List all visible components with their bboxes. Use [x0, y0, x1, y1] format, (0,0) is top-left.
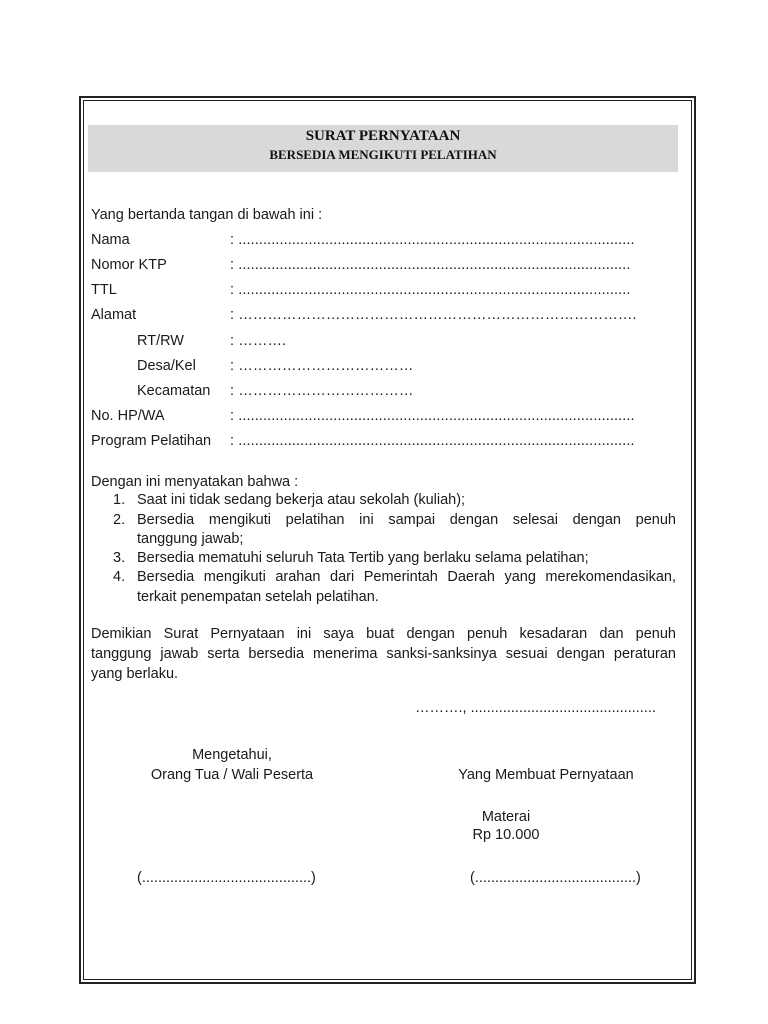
statement-item-4-line2: terkait penempatan setelah pelatihan. — [137, 589, 379, 605]
signature-right-blank: (........................................) — [470, 870, 641, 886]
field-label-no-hp-wa: No. HP/WA — [91, 408, 165, 424]
signature-right-role: Yang Membuat Pernyataan — [458, 767, 634, 783]
signature-left-role: Orang Tua / Wali Peserta — [150, 767, 314, 783]
place-date-line: ………., .............................................. — [415, 700, 656, 716]
title-box — [88, 125, 678, 172]
materai-value: Rp 10.000 — [472, 827, 540, 843]
statement-item-3: Bersedia mematuhi seluruh Tata Tertib yang berlaku selama pelatihan; — [137, 550, 589, 566]
field-dots-alamat: : ………………………………………………………………………. — [230, 307, 637, 323]
closing-line-3: yang berlaku. — [91, 666, 179, 682]
document-subtitle: BERSEDIA MENGIKUTI PELATIHAN — [269, 147, 497, 162]
field-dots-ttl: : ............................................................................................... — [230, 282, 631, 298]
signature-left-blank: (..........................................) — [137, 870, 316, 886]
document-title: SURAT PERNYATAAN — [305, 128, 461, 144]
field-dots-nomor-ktp: : ............................................................................................... — [230, 257, 631, 273]
field-label-kecamatan: Kecamatan — [137, 383, 211, 399]
statement-item-2-line1: Bersedia mengikuti pelatihan ini sampai dengan selesai dengan penuh — [137, 512, 676, 528]
closing-line-2: tanggung jawab serta bersedia menerima sanksi-sanksinya sesuai dengan peraturan — [91, 646, 676, 662]
closing-line-1: Demikian Surat Pernyataan ini saya buat dengan penuh kesadaran dan penuh — [91, 626, 676, 642]
field-dots-rt-rw: : ………. — [230, 333, 287, 349]
statement-number: 4. — [113, 569, 126, 585]
field-label-nomor-ktp: Nomor KTP — [91, 257, 167, 273]
statement-number: 3. — [113, 550, 126, 566]
field-dots-kecamatan: : ……………………………… — [230, 383, 414, 399]
field-dots-no-hp-wa: : ................................................................................................ — [230, 408, 635, 424]
statement-item-2-line2: tanggung jawab; — [137, 531, 244, 547]
field-dots-program-pelatihan: : ................................................................................................ — [230, 433, 635, 449]
statement-intro: Dengan ini menyatakan bahwa : — [91, 474, 299, 490]
field-label-alamat: Alamat — [91, 307, 137, 323]
field-label-desa-kel: Desa/Kel — [137, 358, 196, 374]
signature-left-label: Mengetahui, — [192, 747, 272, 763]
field-label-nama: Nama — [91, 232, 130, 248]
field-label-rt-rw: RT/RW — [137, 333, 184, 349]
field-dots-desa-kel: : ……………………………… — [230, 358, 414, 374]
materai-label: Materai — [481, 809, 531, 825]
intro-text: Yang bertanda tangan di bawah ini : — [91, 207, 323, 223]
statement-number: 2. — [113, 512, 126, 528]
statement-number: 1. — [113, 492, 126, 508]
statement-item-1: Saat ini tidak sedang bekerja atau sekolah (kuliah); — [137, 492, 466, 508]
field-dots-nama: : ................................................................................................ — [230, 232, 635, 248]
statement-item-4-line1: Bersedia mengikuti arahan dari Pemerintah Daerah yang merekomendasikan, — [137, 569, 676, 585]
field-label-ttl: TTL — [91, 282, 117, 298]
field-label-program-pelatihan: Program Pelatihan — [91, 433, 212, 449]
